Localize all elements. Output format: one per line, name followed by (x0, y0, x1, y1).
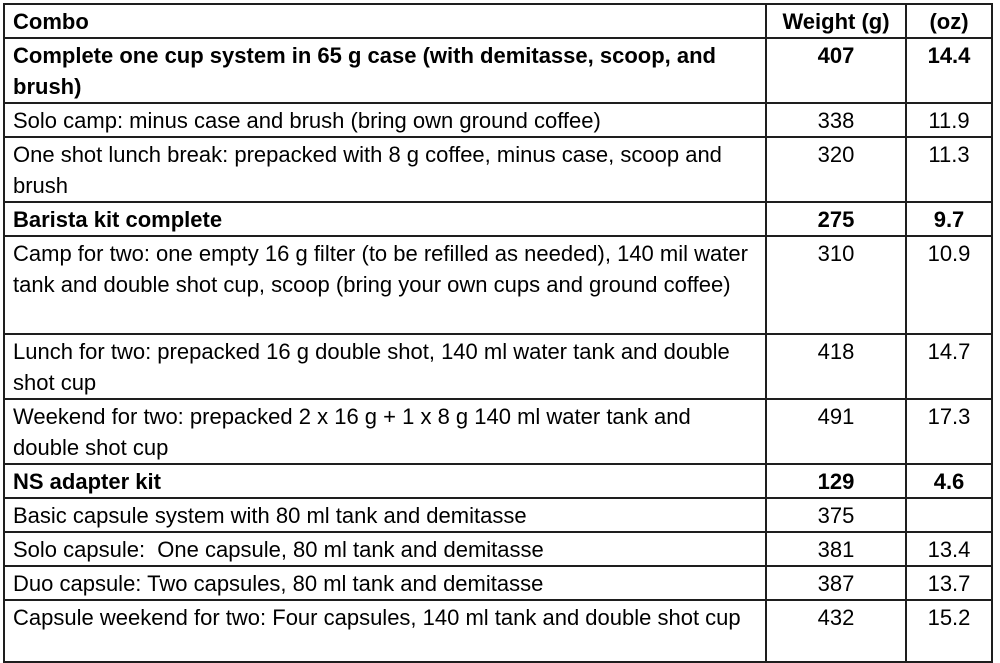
oz-cell: 14.4 (906, 38, 992, 103)
header-row (4, 4, 992, 38)
combo-cell: Solo camp: minus case and brush (bring own ground coffee) (4, 103, 766, 137)
weight-cell: 407 (766, 38, 906, 103)
column-header-weight: Weight (g) (766, 4, 906, 38)
oz-cell: 10.9 (906, 236, 992, 334)
combo-cell: NS adapter kit (4, 464, 766, 498)
table-row (4, 566, 992, 600)
column-header-oz: (oz) (906, 4, 992, 38)
weight-cell: 375 (766, 498, 906, 532)
weight-cell: 432 (766, 600, 906, 662)
oz-cell (906, 498, 992, 532)
weight-cell: 338 (766, 103, 906, 137)
combo-weight-table (3, 3, 993, 663)
weight-cell: 275 (766, 202, 906, 236)
table-row (4, 236, 992, 334)
oz-cell: 4.6 (906, 464, 992, 498)
table-row (4, 38, 992, 103)
oz-cell: 11.9 (906, 103, 992, 137)
table-row (4, 103, 992, 137)
table-row (4, 399, 992, 464)
combo-cell: Barista kit complete (4, 202, 766, 236)
weight-cell: 387 (766, 566, 906, 600)
oz-cell: 13.4 (906, 532, 992, 566)
table-row (4, 137, 992, 202)
table-row (4, 532, 992, 566)
weight-cell: 381 (766, 532, 906, 566)
column-header-combo: Combo (4, 4, 766, 38)
combo-cell: Basic capsule system with 80 ml tank and demitasse (4, 498, 766, 532)
combo-cell: Weekend for two: prepacked 2 x 16 g + 1 x 8 g 140 ml water tank and double shot cup (4, 399, 766, 464)
combo-cell: Complete one cup system in 65 g case (with demitasse, scoop, and brush) (4, 38, 766, 103)
weight-cell: 418 (766, 334, 906, 399)
weight-cell: 320 (766, 137, 906, 202)
weight-cell: 129 (766, 464, 906, 498)
weight-cell: 310 (766, 236, 906, 334)
oz-cell: 15.2 (906, 600, 992, 662)
table-row (4, 498, 992, 532)
oz-cell: 9.7 (906, 202, 992, 236)
oz-cell: 17.3 (906, 399, 992, 464)
table-row (4, 464, 992, 498)
oz-cell: 13.7 (906, 566, 992, 600)
table-row (4, 202, 992, 236)
combo-cell: One shot lunch break: prepacked with 8 g coffee, minus case, scoop and brush (4, 137, 766, 202)
combo-cell: Camp for two: one empty 16 g filter (to be refilled as needed), 140 mil water tank and double shot cup, scoop (bring your own cups and ground coffee) (4, 236, 766, 334)
table-row (4, 600, 992, 662)
combo-cell: Lunch for two: prepacked 16 g double shot, 140 ml water tank and double shot cup (4, 334, 766, 399)
oz-cell: 14.7 (906, 334, 992, 399)
combo-cell: Solo capsule: One capsule, 80 ml tank and demitasse (4, 532, 766, 566)
combo-cell: Duo capsule: Two capsules, 80 ml tank and demitasse (4, 566, 766, 600)
weight-cell: 491 (766, 399, 906, 464)
oz-cell: 11.3 (906, 137, 992, 202)
table-body (4, 38, 992, 662)
combo-cell: Capsule weekend for two: Four capsules, 140 ml tank and double shot cup (4, 600, 766, 662)
table-row (4, 334, 992, 399)
